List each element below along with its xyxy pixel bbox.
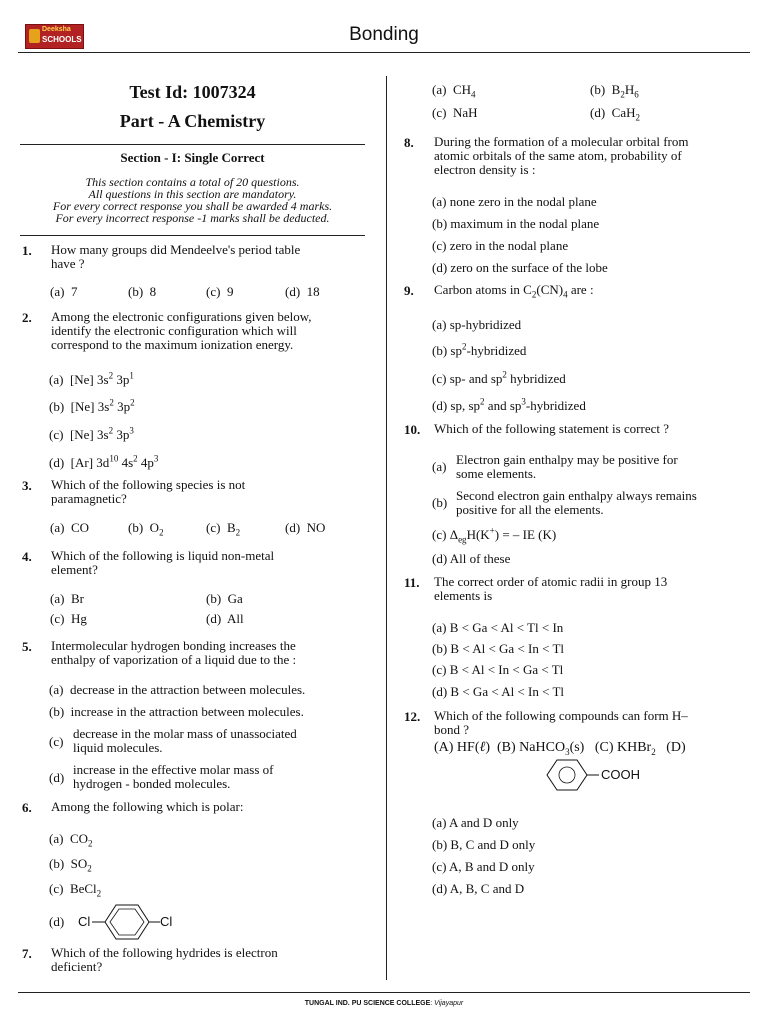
option-label: (c) — [432, 859, 447, 874]
option-text: NaH — [452, 105, 478, 120]
option-label: (a) — [50, 591, 65, 606]
option-c[interactable]: (c) BeCl$_2$ — [49, 881, 102, 899]
option-label: (a) — [49, 372, 64, 387]
question-text: Carbon atoms in $C_2(CN)_4$ are : — [434, 282, 594, 300]
option-d-text[interactable] — [73, 763, 273, 791]
option-label: (b) — [128, 520, 144, 535]
benzoic-acid-structure-icon — [545, 757, 601, 793]
option-text: CO — [70, 520, 89, 535]
option-label: (c) — [49, 427, 64, 442]
option-text: decrease in the attraction between molecules. — [69, 682, 306, 697]
option-label: (a) — [432, 194, 447, 209]
question-line: identify the electronic configuration which will — [51, 323, 297, 338]
option-b[interactable] — [206, 592, 243, 606]
option-b-text[interactable] — [456, 489, 697, 517]
footer: TUNGAL IND. PU SCIENCE COLLEGE: Vijayapur — [304, 1000, 464, 1007]
question-number: 1. — [22, 243, 32, 258]
section-top-rule — [20, 144, 365, 145]
cooh-label: COOH — [601, 767, 640, 782]
part-title: Part - A Chemistry — [119, 111, 266, 131]
question-line: The correct order of atomic radii in group 13 — [434, 574, 668, 589]
option-label: (d) — [432, 260, 448, 275]
option-b[interactable]: (b) $O_2$ — [128, 520, 164, 538]
option-text: 7 — [70, 284, 78, 299]
question-text — [51, 946, 371, 974]
question-number: 12. — [404, 709, 421, 724]
option-c[interactable] — [206, 285, 233, 299]
question-line: Which of the following hydrides is electron — [51, 945, 278, 960]
question-text — [51, 310, 371, 352]
option-text: maximum in the nodal plane — [450, 216, 600, 231]
option-b[interactable]: (b) $B_2H_6$ — [590, 82, 639, 100]
option-c[interactable] — [432, 860, 535, 874]
question-text: Which of the following statement is correct ? — [434, 421, 670, 436]
question-line: correspond to the maximum ionization energy. — [51, 337, 294, 352]
option-b[interactable]: (b) $sp^2$-hybridized — [432, 341, 527, 358]
option-line: hydrogen - bonded molecules. — [73, 776, 231, 791]
option-d-label[interactable]: (d) — [49, 770, 65, 785]
option-b[interactable] — [432, 217, 599, 231]
option-a-label[interactable]: (a) — [432, 459, 447, 474]
option-label: (c) — [432, 662, 447, 677]
question-line: elements is — [434, 588, 493, 603]
option-label: (b) — [590, 82, 606, 97]
question-line: atomic orbitals of the same atom, probability of — [434, 148, 682, 163]
question-number: 11. — [404, 575, 420, 590]
question-line: During the formation of a molecular orbital from — [434, 134, 689, 149]
question-line: How many groups did Mendeelve's period table — [51, 242, 301, 257]
option-b[interactable]: (b) [Ne] $3s^2$ $3p^2$ — [49, 397, 135, 414]
option-line: positive for all the elements. — [456, 502, 604, 517]
option-label: (c) — [49, 881, 64, 896]
option-label: (d) — [590, 105, 606, 120]
question-line: deficient? — [51, 959, 103, 974]
question-number: 2. — [22, 310, 32, 325]
option-text: A, B and D only — [448, 859, 535, 874]
option-label: (b) — [432, 343, 448, 358]
instruction-line: This section contains a total of 20 questions. — [85, 175, 300, 189]
question-text — [51, 478, 371, 506]
option-label: (b) — [49, 704, 65, 719]
option-a[interactable] — [432, 318, 521, 332]
option-d[interactable] — [432, 552, 510, 566]
logo-line1: Deeksha — [42, 26, 71, 33]
column-divider — [386, 76, 387, 980]
compound-list: (A) HF(ℓ) (B) NaHCO$_3$(s) (C) KHBr$_2$ (D) — [434, 740, 686, 757]
question-text — [434, 709, 754, 737]
question-text — [51, 243, 371, 271]
question-line: Among the electronic configurations given below, — [51, 309, 312, 324]
chlorine-label-right: Cl — [160, 914, 173, 929]
instructions — [20, 176, 365, 224]
option-text: A, B, C and D — [449, 881, 525, 896]
option-c-label[interactable]: (c) — [49, 734, 64, 749]
question-line: Which of the following is liquid non-metal — [51, 548, 275, 563]
option-line: increase in the effective molar mass of — [73, 762, 274, 777]
option-label: (a) — [49, 682, 64, 697]
option-text: zero in the nodal plane — [449, 238, 569, 253]
question-text — [51, 639, 371, 667]
option-label: (d) — [206, 611, 222, 626]
question-number: 4. — [22, 549, 32, 564]
instruction-line: All questions in this section are mandatory. — [88, 187, 297, 201]
question-number: 9. — [404, 283, 414, 298]
option-d[interactable] — [432, 882, 524, 896]
question-text — [51, 549, 371, 577]
option-text: All of these — [449, 551, 511, 566]
question-line: Intermolecular hydrogen bonding increases the — [51, 638, 296, 653]
option-label: (a) — [432, 620, 447, 635]
question-number: 5. — [22, 639, 32, 654]
question-line: paramagnetic? — [51, 491, 127, 506]
option-text: Hg — [70, 611, 87, 626]
option-label: (b) — [49, 856, 65, 871]
section-bottom-rule — [20, 235, 365, 236]
question-number: 7. — [22, 946, 32, 961]
option-label: (a) — [432, 82, 447, 97]
option-a[interactable] — [50, 285, 77, 299]
option-label: (d) — [432, 684, 448, 699]
question-line: enthalpy of vaporization of a liquid due to the : — [51, 652, 297, 667]
option-label: (d) — [432, 551, 448, 566]
question-number: 3. — [22, 478, 32, 493]
option-label: (a) — [432, 815, 447, 830]
option-label: (d) — [285, 284, 301, 299]
question-text — [434, 135, 754, 177]
option-text: All — [226, 611, 244, 626]
option-a[interactable]: (a) [Ne] $3s^2$ $3p^1$ — [49, 370, 134, 387]
option-a[interactable] — [50, 521, 89, 535]
option-text: B < Al < In < Ga < Tl — [449, 662, 564, 677]
question-line: Which of the following species is not — [51, 477, 246, 492]
option-text: 8 — [149, 284, 157, 299]
option-label: (c) — [432, 527, 447, 542]
option-text: Ga — [227, 591, 243, 606]
footer-divider — [18, 992, 750, 993]
question-text — [434, 575, 754, 603]
footer-college: TUNGAL IND. PU SCIENCE COLLEGE — [304, 1000, 431, 1007]
question-number: 8. — [404, 135, 414, 150]
option-label: (d) — [432, 398, 448, 413]
option-d[interactable] — [432, 685, 564, 699]
option-d[interactable]: (d) CaH$_2$ — [590, 105, 641, 123]
option-b[interactable] — [128, 285, 156, 299]
option-label: (a) — [432, 317, 447, 332]
option-text: none zero in the nodal plane — [449, 194, 597, 209]
question-line: electron density is : — [434, 162, 536, 177]
section-title: Section - I: Single Correct — [120, 150, 265, 165]
option-label: (d) — [285, 520, 301, 535]
option-line: Second electron gain enthalpy always remains — [456, 488, 697, 503]
question-line: element? — [51, 562, 98, 577]
question-number: 6. — [22, 800, 32, 815]
option-label: (c) — [50, 611, 65, 626]
option-line: decrease in the molar mass of unassociated — [73, 726, 297, 741]
header-divider — [18, 52, 750, 53]
option-c[interactable] — [432, 663, 563, 677]
option-a[interactable] — [432, 621, 563, 635]
option-label: (a) — [50, 284, 65, 299]
option-c[interactable]: (c) sp- and $sp^2$ hybridized — [432, 369, 566, 386]
option-c[interactable] — [50, 612, 87, 626]
question-line: bond ? — [434, 722, 470, 737]
option-a[interactable] — [432, 195, 597, 209]
logo-line2: SCHOOLS — [42, 35, 82, 44]
instruction-line: For every incorrect response -1 marks shall be deducted. — [55, 211, 330, 225]
option-label: (c) — [432, 105, 447, 120]
option-label: (c) — [206, 520, 221, 535]
question-line: Which of the following compounds can form H– — [434, 708, 688, 723]
chlorine-label-left: Cl — [78, 914, 91, 929]
option-label: (b) — [49, 399, 65, 414]
option-d[interactable] — [206, 612, 244, 626]
option-c[interactable]: (c) [Ne] $3s^2$ $3p^3$ — [49, 425, 134, 442]
option-d[interactable] — [285, 285, 320, 299]
page-title: Bonding — [349, 24, 419, 45]
option-text: increase in the attraction between molecules. — [70, 704, 304, 719]
option-line: some elements. — [456, 466, 537, 481]
option-label: (c) — [206, 284, 221, 299]
option-label: (b) — [128, 284, 144, 299]
option-c[interactable]: (c) $\Delta_{eg}H(K^+)$ = – IE (K) — [432, 525, 557, 545]
option-d[interactable] — [285, 521, 325, 535]
option-text: B < Al < Ga < In < Tl — [450, 641, 565, 656]
option-text: A and D only — [448, 815, 519, 830]
option-text: NO — [306, 520, 326, 535]
option-a[interactable]: (a) $CH_4$ — [432, 82, 476, 100]
test-id: Test Id: 1007324 — [129, 82, 256, 102]
option-label: (d) — [432, 881, 448, 896]
option-c[interactable]: (c) $B_2$ — [206, 520, 241, 538]
option-label: (c) — [432, 238, 447, 253]
option-a[interactable] — [49, 683, 305, 697]
option-label: (c) — [432, 371, 447, 386]
option-a[interactable]: (a) $CO_2$ — [49, 831, 93, 849]
option-b[interactable] — [49, 705, 304, 719]
option-d[interactable]: (d) [Ar] $3d^{10}$ $4s^2$ $4p^3$ — [49, 453, 159, 470]
option-label: (a) — [50, 520, 65, 535]
option-c[interactable] — [432, 106, 477, 120]
option-label: (b) — [432, 216, 448, 231]
option-text: B < Ga < Al < Tl < In — [449, 620, 564, 635]
option-text: 18 — [306, 284, 320, 299]
option-d-label[interactable]: (d) — [49, 914, 65, 929]
option-a[interactable] — [50, 592, 84, 606]
option-a[interactable] — [432, 816, 519, 830]
option-line: liquid molecules. — [73, 740, 163, 755]
option-text: 9 — [226, 284, 234, 299]
option-b[interactable]: (b) $SO_2$ — [49, 856, 92, 874]
option-d[interactable] — [432, 261, 608, 275]
question-text: Among the following which is polar: — [51, 799, 244, 814]
option-b[interactable] — [432, 642, 564, 656]
option-c-text[interactable] — [73, 727, 297, 755]
option-text: sp-hybridized — [449, 317, 522, 332]
question-number: 10. — [404, 422, 421, 437]
option-label: (a) — [49, 831, 64, 846]
option-label: (b) — [432, 837, 448, 852]
option-b-label[interactable]: (b) — [432, 495, 448, 510]
option-text: zero on the surface of the lobe — [450, 260, 608, 275]
option-line: Electron gain enthalpy may be positive for — [456, 452, 678, 467]
option-label: (b) — [206, 591, 222, 606]
option-label: (b) — [432, 641, 448, 656]
option-d[interactable]: (d) sp, $sp^2$ and $sp^3$-hybridized — [432, 396, 586, 413]
footer-city: Vijayapur — [434, 1000, 464, 1007]
option-text: B < Ga < Al < In < Tl — [450, 684, 565, 699]
option-text: B, C and D only — [450, 837, 536, 852]
option-label: (d) — [49, 455, 65, 470]
option-b[interactable] — [432, 838, 535, 852]
option-text: Br — [70, 591, 84, 606]
option-a-text[interactable] — [456, 453, 678, 481]
dichlorobenzene-structure-icon — [92, 901, 162, 943]
option-c[interactable] — [432, 239, 568, 253]
question-line: have ? — [51, 256, 85, 271]
instruction-line: For every correct response you shall be awarded 4 marks. — [52, 199, 333, 213]
